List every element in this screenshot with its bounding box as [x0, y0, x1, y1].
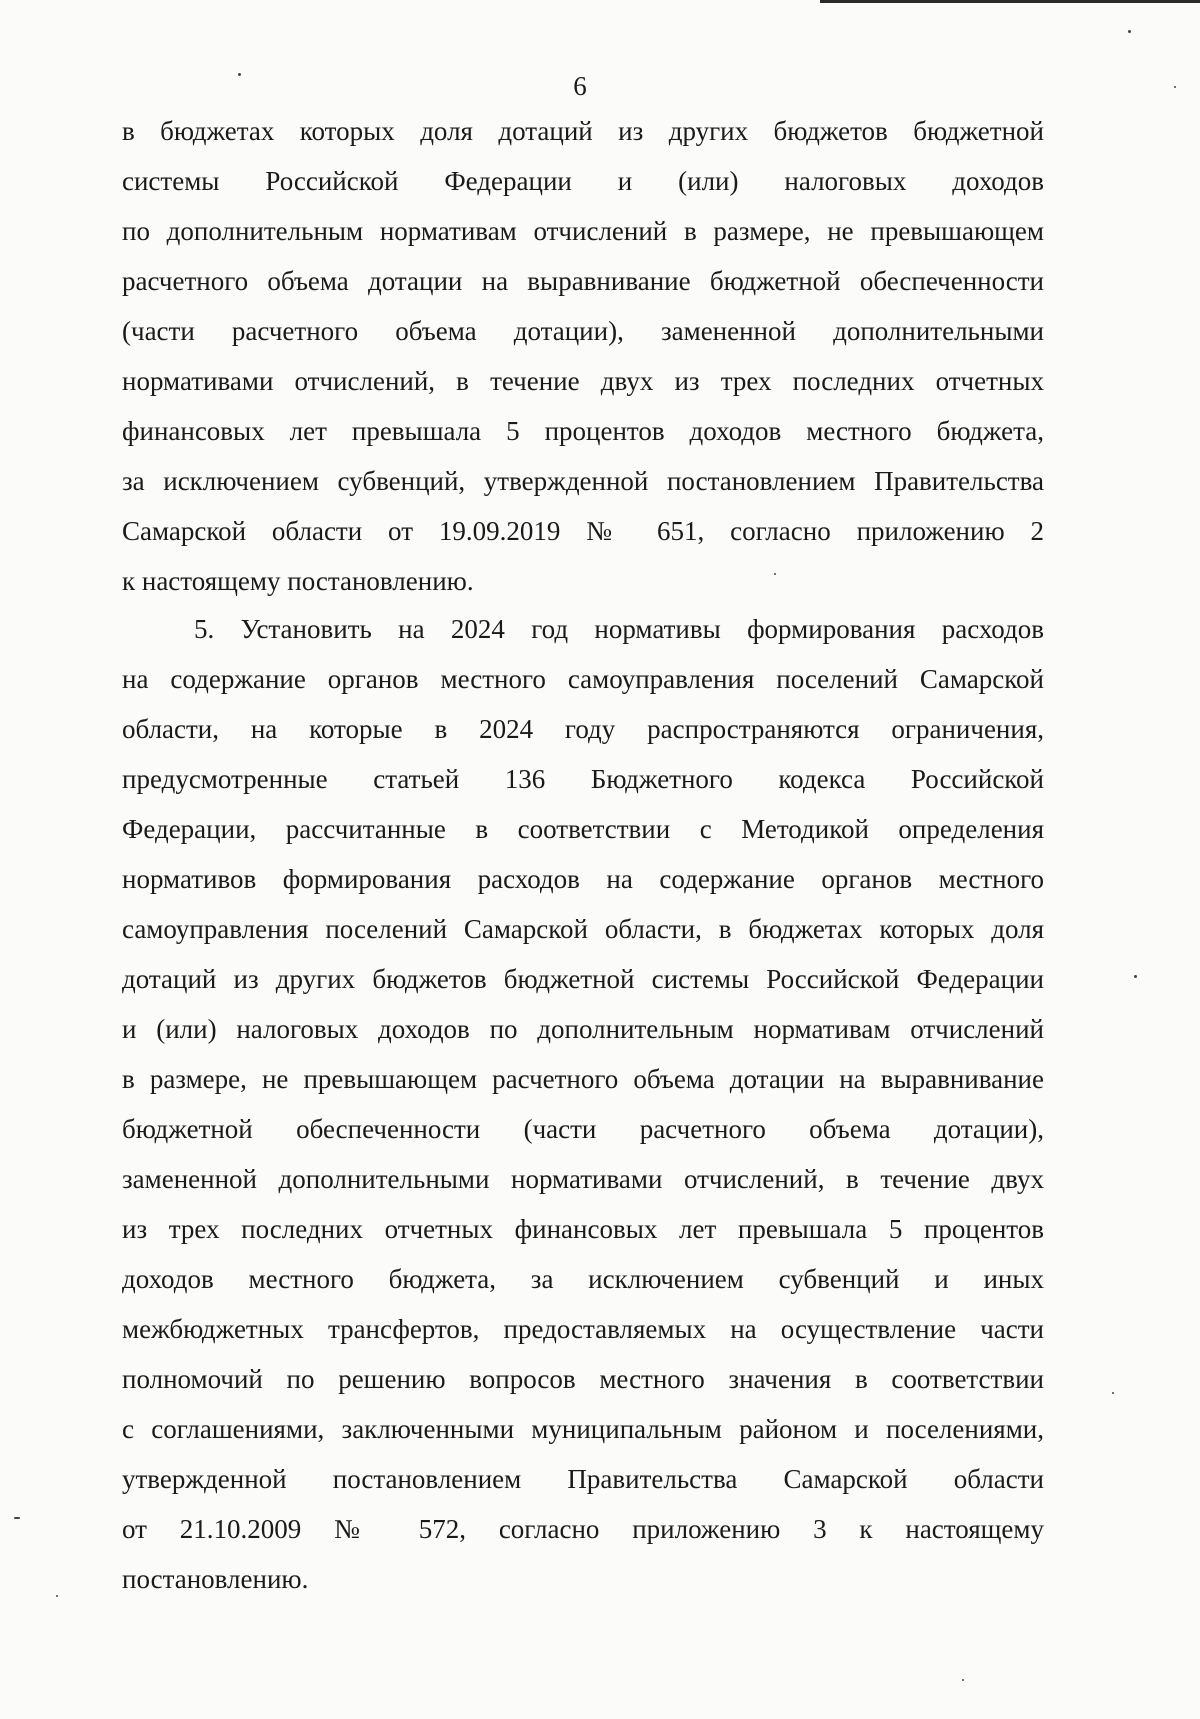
text-line: утвержденной постановлением Правительства Самарской области: [122, 1464, 1044, 1494]
text-line: от 21.10.2009 № 572, согласно приложению 3 к настоящему: [122, 1514, 1044, 1544]
text-line: финансовых лет превышала 5 процентов доходов местного бюджета,: [122, 416, 1044, 446]
scan-speck: [14, 1517, 20, 1519]
text-line: 5. Установить на 2024 год нормативы формирования расходов: [194, 614, 1044, 644]
text-line: нормативов формирования расходов на содержание органов местного: [122, 864, 1044, 894]
text-line: замененной дополнительными нормативами отчислений, в течение двух: [122, 1164, 1044, 1194]
text-line: области, на которые в 2024 году распространяются ограничения,: [122, 714, 1044, 744]
scan-speck: [56, 1595, 58, 1597]
text-line: и (или) налоговых доходов по дополнительным нормативам отчислений: [122, 1014, 1044, 1044]
text-line: полномочий по решению вопросов местного значения в соответствии: [122, 1364, 1044, 1394]
text-line: системы Российской Федерации и (или) налоговых доходов: [122, 166, 1044, 196]
top-edge-rule: [820, 0, 1200, 3]
text-line: по дополнительным нормативам отчислений в размере, не превышающем: [122, 216, 1044, 246]
text-line: на содержание органов местного самоуправления поселений Самарской: [122, 664, 1044, 694]
scan-speck: [774, 573, 776, 575]
text-line: за исключением субвенций, утвержденной постановлением Правительства: [122, 466, 1044, 496]
text-line: в бюджетах которых доля дотаций из других бюджетов бюджетной: [122, 116, 1044, 146]
text-line: Самарской области от 19.09.2019 № 651, согласно приложению 2: [122, 516, 1044, 546]
text-line: с соглашениями, заключенными муниципальным районом и поселениями,: [122, 1414, 1044, 1444]
scan-speck: [1128, 30, 1131, 33]
text-line: предусмотренные статьей 136 Бюджетного кодекса Российской: [122, 764, 1044, 794]
scan-speck: [238, 73, 241, 76]
paragraph-item-5: [122, 604, 1044, 1604]
text-line: дотаций из других бюджетов бюджетной системы Российской Федерации: [122, 964, 1044, 994]
text-line: Федерации, рассчитанные в соответствии с Методикой определения: [122, 814, 1044, 844]
scan-speck: [1112, 1392, 1114, 1394]
paragraph-continuation: [122, 106, 1044, 606]
text-line: расчетного объема дотации на выравнивание бюджетной обеспеченности: [122, 266, 1044, 296]
page-number: 6: [573, 71, 587, 101]
text-line: постановлению.: [122, 1564, 309, 1594]
text-line: из трех последних отчетных финансовых лет превышала 5 процентов: [122, 1214, 1044, 1244]
scan-speck: [1134, 975, 1137, 978]
text-line: самоуправления поселений Самарской области, в бюджетах которых доля: [122, 914, 1044, 944]
text-line: к настоящему постановлению.: [122, 566, 474, 596]
text-line: нормативами отчислений, в течение двух из трех последних отчетных: [122, 366, 1044, 396]
scan-speck: [1174, 86, 1176, 88]
scan-speck: [962, 1679, 964, 1681]
text-line: (части расчетного объема дотации), замененной дополнительными: [122, 316, 1044, 346]
text-line: межбюджетных трансфертов, предоставляемых на осуществление части: [122, 1314, 1044, 1344]
text-line: бюджетной обеспеченности (части расчетного объема дотации),: [122, 1114, 1044, 1144]
text-line: доходов местного бюджета, за исключением субвенций и иных: [122, 1264, 1044, 1294]
text-line: в размере, не превышающем расчетного объема дотации на выравнивание: [122, 1064, 1044, 1094]
